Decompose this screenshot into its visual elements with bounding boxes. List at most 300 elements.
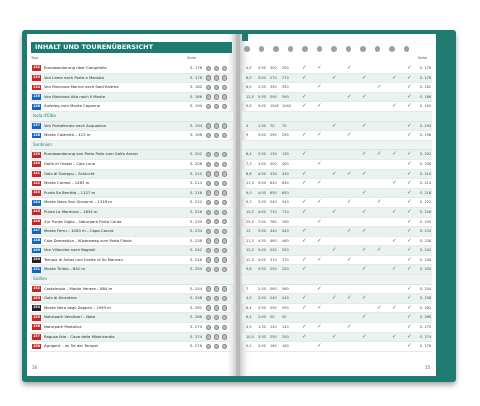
- tour-page: S. 210: [190, 170, 203, 176]
- check-icon: ✓: [347, 228, 352, 235]
- tour-name: Monte Nero degli Zappini – 1993 m: [44, 304, 111, 310]
- difficulty-icon: [222, 85, 227, 90]
- tour-name: Von Lama nach Porta a Marsala: [44, 74, 104, 80]
- check-icon: ✓: [362, 93, 367, 100]
- column-header-tour: Tour: [31, 56, 39, 60]
- tour-stat: 7: [246, 286, 249, 291]
- tour-stat: 12: [246, 229, 251, 234]
- tour-page-right: S. 182: [420, 85, 432, 90]
- tour-row[interactable]: [30, 342, 233, 352]
- difficulty-icon: [222, 229, 227, 234]
- difficulty-icon: [214, 267, 219, 272]
- tour-stat: 4:30: [258, 238, 266, 243]
- check-icon: ✓: [362, 247, 367, 254]
- tour-stat: 250: [270, 267, 277, 272]
- check-icon: ✓: [302, 295, 307, 302]
- tour-detail-row: [242, 227, 432, 237]
- tour-number-badge: 142: [32, 180, 41, 185]
- tour-page: S. 222: [190, 199, 203, 205]
- tour-stat: 3:00: [258, 133, 266, 138]
- check-icon: ✓: [407, 180, 412, 187]
- difficulty-icon: [214, 305, 219, 310]
- tour-name: Zur Punta Giglio – Naturpark Porto Conte: [44, 218, 122, 224]
- tour-number-badge: 138: [32, 132, 41, 137]
- tour-row[interactable]: [30, 83, 233, 93]
- check-icon: ✓: [407, 93, 412, 100]
- difficulty-icon: [214, 257, 219, 262]
- check-icon: ✓: [407, 65, 412, 71]
- legend-icon: [259, 46, 265, 52]
- legend-icon: [375, 46, 381, 52]
- check-icon: ✓: [407, 189, 412, 196]
- tour-stat: 350: [282, 85, 289, 90]
- tour-stat: 710: [270, 209, 277, 214]
- tour-name: Punta Sa Berritta – 1127 m: [44, 189, 96, 195]
- tour-detail-row: [242, 313, 432, 323]
- tour-page: S. 218: [190, 189, 203, 195]
- tour-stat: 540: [282, 200, 289, 205]
- check-icon: ✓: [392, 266, 397, 273]
- check-icon: ✓: [347, 93, 352, 100]
- difficulty-icon: [206, 171, 211, 176]
- tour-row[interactable]: [30, 179, 233, 189]
- check-icon: ✓: [347, 256, 352, 263]
- tour-page: S. 278: [190, 343, 203, 349]
- tour-row[interactable]: [30, 170, 233, 180]
- check-icon: ✓: [317, 285, 322, 292]
- tour-stat: 7:00: [258, 219, 266, 224]
- tour-stat: 10,2: [246, 209, 254, 214]
- tour-row[interactable]: [30, 256, 233, 266]
- tour-number-badge: 135: [32, 94, 41, 99]
- tour-row[interactable]: [30, 313, 233, 323]
- tour-detail-row: [242, 64, 432, 74]
- tour-name: Monte Calamita – 413 m: [44, 132, 91, 138]
- check-icon: ✓: [407, 170, 412, 177]
- check-icon: ✓: [332, 295, 337, 302]
- tour-stat: 10,0: [246, 334, 254, 339]
- check-icon: ✓: [302, 170, 307, 177]
- difficulty-icon: [206, 104, 211, 109]
- tour-stat: 440: [270, 229, 277, 234]
- tour-page-right: S. 218: [420, 190, 432, 195]
- check-icon: ✓: [362, 74, 367, 81]
- tour-stat: 590: [282, 305, 289, 310]
- tour-stat: 3:30: [258, 152, 266, 157]
- tour-row[interactable]: [30, 304, 233, 314]
- difficulty-icon: [214, 238, 219, 243]
- tour-row[interactable]: [30, 246, 233, 256]
- tour-page: S. 194: [190, 122, 203, 128]
- tour-stat: 160: [270, 344, 277, 349]
- difficulty-icon: [214, 162, 219, 167]
- tour-stat: 710: [282, 209, 289, 214]
- tour-row[interactable]: [30, 237, 233, 247]
- tour-detail-row: [242, 304, 432, 314]
- tour-stat: 5:00: [258, 181, 266, 186]
- difficulty-icon: [214, 190, 219, 195]
- check-icon: ✓: [407, 84, 412, 91]
- tour-stat: 5,2: [246, 344, 252, 349]
- tour-page-right: S. 226: [420, 209, 432, 214]
- tour-row[interactable]: [30, 150, 233, 160]
- tour-row[interactable]: [30, 189, 233, 199]
- tour-name: Monte Tiriolo – 641 m: [44, 266, 86, 272]
- tour-stat: 640: [282, 181, 289, 186]
- difficulty-icon: [206, 133, 211, 138]
- check-icon: ✓: [407, 333, 412, 340]
- tour-stat: 290: [270, 133, 277, 138]
- tour-stat: 520: [270, 248, 277, 253]
- tour-stat: 4:00: [258, 257, 266, 262]
- tour-row[interactable]: [30, 64, 233, 74]
- check-icon: ✓: [407, 295, 412, 302]
- tour-stat: 3:30: [258, 334, 266, 339]
- check-icon: ✓: [377, 84, 382, 91]
- tour-number-badge: 143: [32, 190, 41, 195]
- difficulty-icon: [206, 190, 211, 195]
- tour-stat: 8,4: [246, 305, 252, 310]
- tour-stat: 2:30: [258, 286, 266, 291]
- difficulty-icon: [206, 248, 211, 253]
- difficulty-icon: [206, 344, 211, 349]
- tour-detail-row: [242, 323, 432, 333]
- difficulty-icon: [222, 94, 227, 99]
- tour-page-right: S. 250: [420, 267, 432, 272]
- tour-row[interactable]: [30, 131, 233, 141]
- tour-stat: 6,5: [246, 75, 252, 80]
- tour-row[interactable]: [30, 285, 233, 295]
- tour-number-badge: 150: [32, 257, 41, 262]
- check-icon: ✓: [392, 151, 397, 158]
- difficulty-icon: [206, 257, 211, 262]
- tour-row[interactable]: [30, 160, 233, 170]
- tour-page-right: S. 190: [420, 104, 432, 109]
- tour-number-badge: 153: [32, 295, 41, 300]
- section-header: Sizilien: [30, 275, 233, 285]
- tour-detail-row: [242, 150, 432, 160]
- tour-detail-row: [242, 256, 432, 266]
- tour-row[interactable]: [30, 122, 233, 132]
- tour-stat: 430: [270, 171, 277, 176]
- tour-row[interactable]: [30, 265, 233, 275]
- tour-name: Monte Ferru – 1050 m – Capo Caccia: [44, 228, 114, 234]
- tour-page-right: S. 222: [420, 200, 432, 205]
- tour-stat: 250: [282, 334, 289, 339]
- check-icon: ✓: [317, 237, 322, 244]
- legend-icon: [244, 46, 250, 52]
- tour-stat: 4:00: [258, 190, 266, 195]
- tour-stat: 3:00: [258, 75, 266, 80]
- check-icon: ✓: [407, 304, 412, 311]
- tour-stat: 160: [282, 344, 289, 349]
- tour-stat: 370: [282, 257, 289, 262]
- tour-page: S. 206: [190, 160, 203, 166]
- tour-stat: 11,2: [246, 238, 254, 243]
- tour-stat: 140: [282, 325, 289, 330]
- check-icon: ✓: [362, 189, 367, 196]
- tour-stat: 3:00: [258, 229, 266, 234]
- tour-page: S. 230: [190, 218, 203, 224]
- check-icon: ✓: [302, 324, 307, 331]
- tour-number-badge: 141: [32, 170, 41, 175]
- check-icon: ✓: [302, 304, 307, 311]
- tour-stat: 370: [270, 257, 277, 262]
- tour-stat: 3:30: [258, 66, 266, 70]
- check-icon: ✓: [407, 324, 412, 331]
- check-icon: ✓: [407, 122, 412, 129]
- difficulty-icon: [214, 85, 219, 90]
- tour-stat: 70: [282, 123, 287, 128]
- tour-page: S. 178: [190, 74, 203, 80]
- tour-name: Monte Corrasi – 1463 m: [44, 180, 90, 186]
- tour-name: Punta La Marmora – 1834 m: [44, 208, 98, 214]
- tour-stat: 4:30: [258, 171, 266, 176]
- tour-stat: 12,0: [246, 248, 254, 253]
- tour-number-badge: 148: [32, 238, 41, 243]
- legend-icon: [317, 46, 323, 52]
- tour-stat: 6,4: [246, 315, 252, 320]
- left-page: [27, 34, 236, 376]
- tour-stat: 270: [282, 75, 289, 80]
- tour-row[interactable]: [30, 333, 233, 343]
- tour-detail-row: [242, 189, 432, 199]
- tour-stat: 590: [270, 94, 277, 99]
- check-icon: ✓: [362, 333, 367, 340]
- difficulty-icon: [214, 219, 219, 224]
- tour-page-right: S. 206: [420, 161, 432, 166]
- difficulty-icon: [206, 238, 211, 243]
- check-icon: ✓: [302, 266, 307, 273]
- check-icon: ✓: [407, 151, 412, 158]
- tour-name: Von Portoferraio nach Acquaviva: [44, 122, 106, 128]
- difficulty-icon: [206, 325, 211, 330]
- difficulty-icon: [222, 267, 227, 272]
- check-icon: ✓: [347, 199, 352, 206]
- tour-row[interactable]: [30, 102, 233, 112]
- legend-icon: [331, 46, 337, 52]
- tour-detail-row: [242, 285, 432, 295]
- difficulty-icon: [206, 229, 211, 234]
- page-title: INHALT UND TOURENÜBERSICHT: [31, 42, 232, 53]
- difficulty-icon: [214, 181, 219, 186]
- tour-number-badge: 145: [32, 209, 41, 214]
- tour-row[interactable]: [30, 323, 233, 333]
- tour-detail-row: [242, 179, 432, 189]
- tour-stat: 5:00: [258, 104, 266, 109]
- tour-page: S. 186: [190, 93, 203, 99]
- tour-stat: 290: [282, 133, 289, 138]
- section-spacer: [242, 141, 432, 151]
- tour-stat: 460: [270, 238, 277, 243]
- legend-icon: [389, 46, 395, 52]
- page-number-right: 15: [424, 365, 430, 370]
- check-icon: ✓: [407, 132, 412, 139]
- legend-icon: [302, 46, 308, 52]
- tour-stat: 7,3: [246, 161, 252, 166]
- difficulty-icon: [222, 305, 227, 310]
- tour-page: S. 254: [190, 285, 203, 291]
- tour-stat: 350: [270, 85, 277, 90]
- tour-row[interactable]: [30, 198, 233, 208]
- check-icon: ✓: [302, 103, 307, 110]
- tour-name: Rundwanderung über Campitello: [44, 65, 107, 70]
- tour-page-right: S. 194: [420, 123, 432, 128]
- check-icon: ✓: [302, 256, 307, 263]
- tour-page: S. 258: [190, 295, 203, 301]
- check-icon: ✓: [407, 218, 412, 225]
- check-icon: ✓: [407, 228, 412, 235]
- tour-row[interactable]: [30, 227, 233, 237]
- tour-stat: 2:00: [258, 315, 266, 320]
- difficulty-icon: [222, 334, 227, 339]
- tour-detail-row: [242, 122, 432, 132]
- check-icon: ✓: [377, 199, 382, 206]
- tour-stat: 3:30: [258, 200, 266, 205]
- tour-details-list: [242, 64, 432, 352]
- tour-page-right: S. 198: [420, 133, 432, 138]
- tour-stat: 300: [270, 66, 277, 70]
- check-icon: ✓: [362, 314, 367, 321]
- tour-detail-row: [242, 131, 432, 141]
- tour-stat: 2:00: [258, 296, 266, 301]
- tour-detail-row: [242, 208, 432, 218]
- tour-page-right: S. 274: [420, 334, 432, 339]
- tour-page: S. 274: [190, 333, 203, 339]
- ribbon-marker: [242, 34, 248, 41]
- difficulty-icon: [206, 305, 211, 310]
- tour-stat: 130: [270, 152, 277, 157]
- difficulty-icon: [214, 133, 219, 138]
- difficulty-icon: [214, 315, 219, 320]
- difficulty-icon: [222, 257, 227, 262]
- tour-page: S. 214: [190, 180, 203, 186]
- tour-detail-row: [242, 237, 432, 247]
- difficulty-icon: [214, 229, 219, 234]
- tour-name: Gola di Gorropu – Schlucht: [44, 170, 95, 176]
- tour-row[interactable]: [30, 218, 233, 228]
- check-icon: ✓: [392, 208, 397, 215]
- check-icon: ✓: [317, 160, 322, 167]
- tour-stat: 140: [270, 325, 277, 330]
- tour-stat: 3:30: [258, 305, 266, 310]
- tour-stat: 8,4: [246, 152, 252, 157]
- tour-number-badge: 147: [32, 228, 41, 233]
- difficulty-icon: [222, 66, 227, 71]
- difficulty-icon: [214, 104, 219, 109]
- tour-page: S. 270: [190, 324, 203, 330]
- check-icon: ✓: [302, 74, 307, 81]
- tour-page-right: S. 238: [420, 238, 432, 243]
- tour-number-badge: 132: [32, 65, 41, 70]
- difficulty-icon: [214, 75, 219, 80]
- tour-row[interactable]: [30, 74, 233, 84]
- check-icon: ✓: [392, 304, 397, 311]
- tour-stat: 250: [282, 267, 289, 272]
- check-icon: ✓: [317, 324, 322, 331]
- tour-number-badge: 158: [32, 343, 41, 348]
- legend-icon: [404, 46, 410, 52]
- tour-name: Ragusa Ibla – Cava della Misericordia: [44, 333, 115, 339]
- tour-stat: 1:30: [258, 325, 266, 330]
- tour-name: Cala Domestica – Küstenweg zum Porto Flavia: [44, 237, 132, 243]
- difficulty-icon: [222, 190, 227, 195]
- tour-page-right: S. 202: [420, 152, 432, 157]
- check-icon: ✓: [302, 93, 307, 100]
- check-icon: ✓: [362, 208, 367, 215]
- tour-name: Von Villacidro nach Bagnoli: [44, 247, 96, 253]
- check-icon: ✓: [407, 247, 412, 254]
- tour-name: Castelmola – Monte Venere – 884 m: [44, 285, 113, 291]
- tour-row[interactable]: [30, 208, 233, 218]
- check-icon: ✓: [377, 151, 382, 158]
- check-icon: ✓: [377, 304, 382, 311]
- tour-number-badge: 146: [32, 218, 41, 223]
- tour-name: Golfo di Orosei – Cala Luna: [44, 160, 96, 166]
- difficulty-icon: [214, 152, 219, 157]
- tour-number-badge: 139: [32, 151, 41, 156]
- tour-detail-row: [242, 83, 432, 93]
- tour-number-badge: 149: [32, 247, 41, 252]
- tour-stat: 4,5: [246, 66, 252, 70]
- tour-number-badge: 133: [32, 74, 41, 79]
- tour-stat: 11,0: [246, 181, 254, 186]
- tour-name: Von Marciana Marina nach Sant'Andrea: [44, 84, 119, 90]
- tour-row[interactable]: [30, 294, 233, 304]
- check-icon: ✓: [317, 180, 322, 187]
- tour-page: S. 250: [190, 266, 203, 272]
- tour-name: Naturpark Vendicari – Noto: [44, 314, 96, 320]
- tour-stat: 1040: [270, 104, 279, 109]
- difficulty-icon: [214, 344, 219, 349]
- difficulty-icon: [206, 334, 211, 339]
- tour-list: [30, 64, 233, 352]
- tour-stat: 1:30: [258, 123, 266, 128]
- tour-stat: 8,6: [246, 171, 252, 176]
- tour-detail-row: [242, 342, 432, 352]
- difficulty-icon: [206, 94, 211, 99]
- tour-page-right: S. 242: [420, 248, 432, 253]
- tour-page: S. 198: [190, 132, 203, 138]
- tour-page: S. 202: [190, 151, 203, 157]
- tour-stat: 270: [270, 75, 277, 80]
- difficulty-icon: [222, 296, 227, 301]
- difficulty-icon: [214, 200, 219, 205]
- difficulty-icon: [222, 315, 227, 320]
- tour-number-badge: 134: [32, 84, 41, 89]
- difficulty-icon: [222, 171, 227, 176]
- tour-stat: 9,0: [246, 190, 252, 195]
- check-icon: ✓: [392, 103, 397, 110]
- tour-name: Rundwanderung von Porto Pollo zum Golfo Aranci: [44, 151, 139, 157]
- tour-page: S. 234: [190, 228, 203, 234]
- check-icon: ✓: [362, 151, 367, 158]
- check-icon: ✓: [407, 103, 412, 110]
- difficulty-icon: [214, 94, 219, 99]
- tour-stat: 440: [282, 229, 289, 234]
- tour-stat: 9: [246, 133, 249, 138]
- tour-row[interactable]: [30, 93, 233, 103]
- check-icon: ✓: [377, 247, 382, 254]
- difficulty-icon: [222, 210, 227, 215]
- tour-stat: 2:30: [258, 85, 266, 90]
- difficulty-icon: [206, 123, 211, 128]
- check-icon: ✓: [332, 247, 337, 254]
- tour-stat: 4: [246, 123, 249, 128]
- difficulty-icon: [214, 171, 219, 176]
- difficulty-icon: [222, 123, 227, 128]
- tour-page-right: S. 186: [420, 94, 432, 99]
